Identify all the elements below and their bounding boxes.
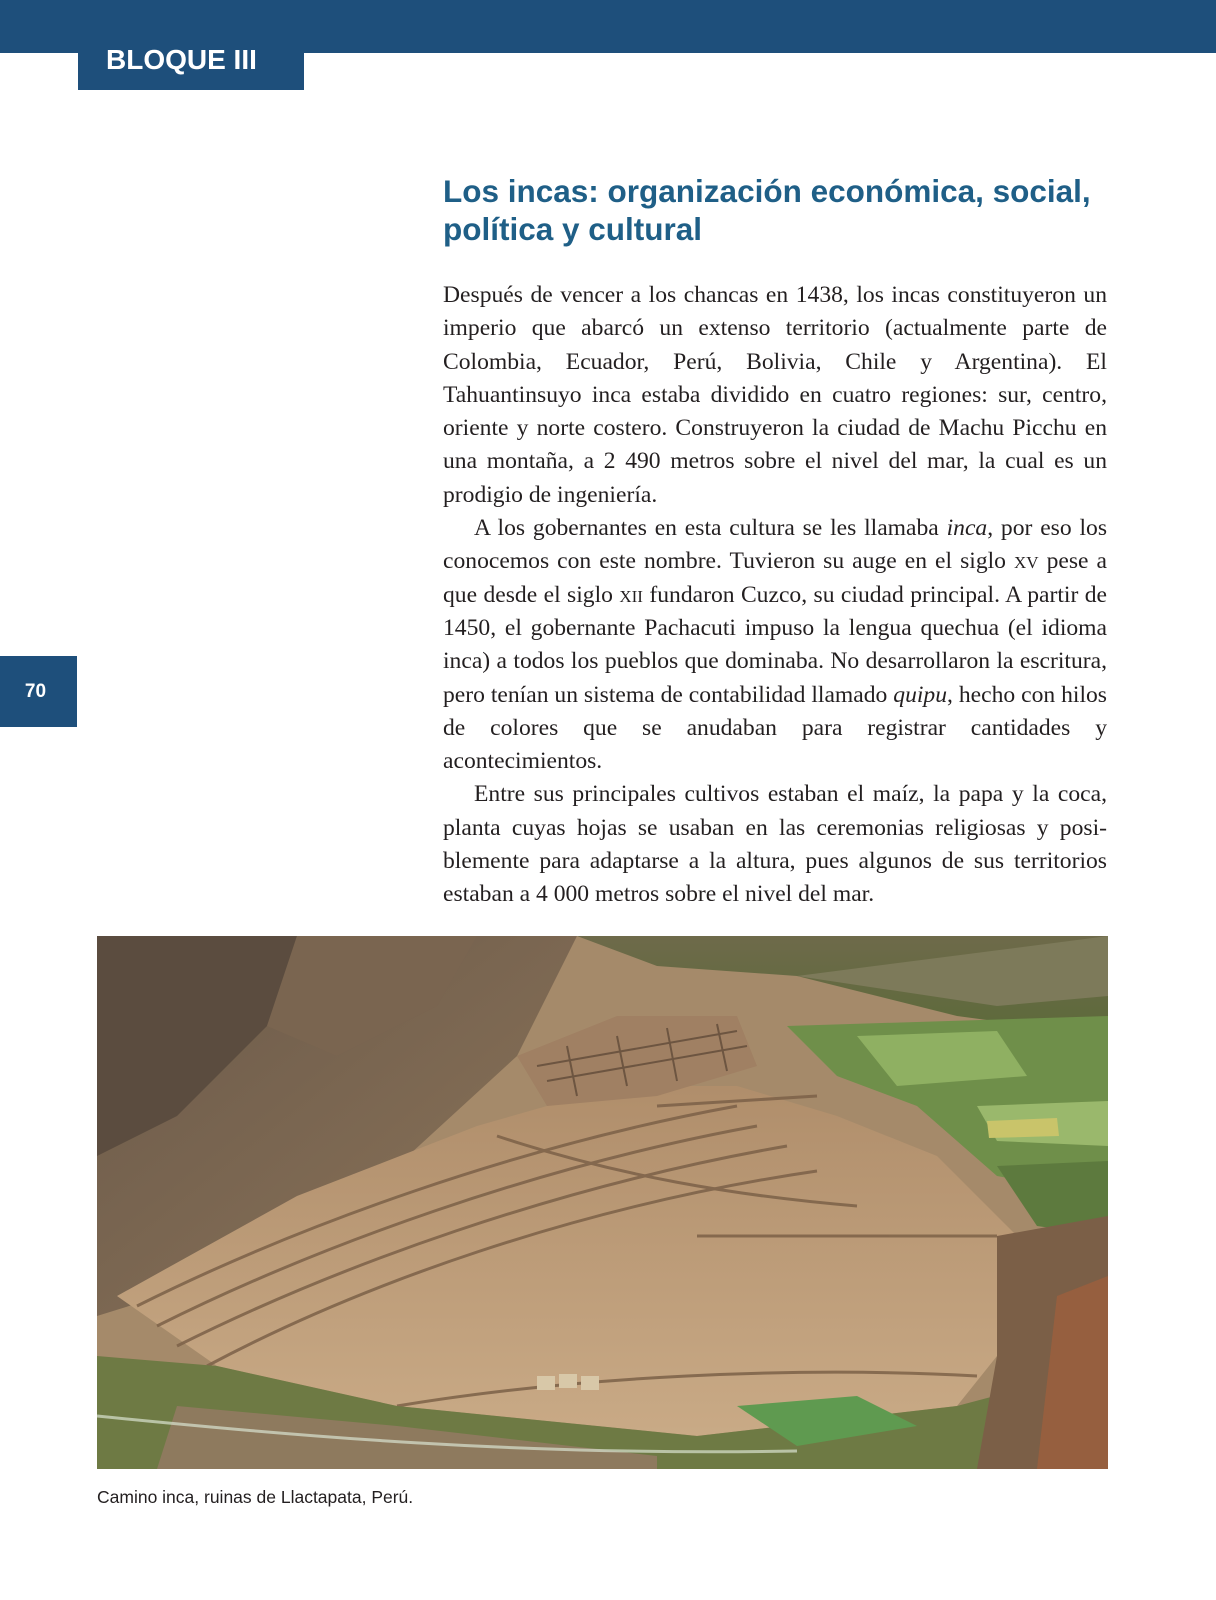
paragraph-2-part: fundaron Cuzco, su ciudad principal. A partir de 1450, el gobernante Pachacuti impuso la lengua quechua (el idioma inca) a todos los pueblos que dominaba. No desarrollaron la escritura, pero tenían un sistema de contabilidad llamado — [443, 581, 1107, 708]
century-xv: xv — [1014, 548, 1039, 575]
paragraph-2-part: , por eso los conocemos con este nombre. Tuvieron su auge en el siglo — [443, 515, 1107, 575]
bloque-label: BLOQUE III — [78, 38, 304, 90]
paragraph-1: Después de vencer a los chancas en 1438, los incas constituyeron un imperio que abarcó un extenso territorio (actualmente parte de Colombia, Ecuador, Perú, Bolivia, Chile y Argentina). El Tahuantinsuyo inca estaba dividido en cuatro regiones: sur, centro, oriente y norte costero. Construyeron la ciudad de Machu Picchu en una montaña, a 2 490 metros sobre el nivel del mar, la cual es un prodigio de ingeniería. — [443, 282, 1107, 508]
page-number: 70 — [0, 656, 77, 727]
paragraph-2-part: pese a que desde el siglo — [443, 548, 1107, 608]
century-xii: xii — [619, 581, 643, 608]
paragraph-2 — [443, 512, 1107, 778]
paragraph-2-part: A los gobernantes en esta cultura se les llamaba — [474, 515, 947, 542]
paragraph-2-part: , hecho con hilos de colores que se anudaban para registrar cantidades y acontecimientos. — [443, 681, 1107, 775]
photo-caption: Camino inca, ruinas de Llactapata, Perú. — [97, 1487, 414, 1507]
term-inca: inca — [946, 515, 988, 542]
section-title-line-1: Los incas: organización económica, social, — [443, 173, 1091, 209]
paragraph-3: Entre sus principales cultivos estaban el maíz, la papa y la coca, planta cuyas hojas se usaban en las ceremonias religiosas y posiblemente para adaptarse a la altura, pues algunos de sus territorios estaban a 4 000 metros sobre el nivel del mar. — [443, 781, 1107, 908]
section-title — [443, 172, 1123, 248]
ruins-photo — [97, 936, 1108, 1469]
body-text — [443, 279, 1107, 912]
term-quipu: quipu — [893, 681, 948, 708]
section-title-line-2: política y cultural — [443, 211, 703, 247]
